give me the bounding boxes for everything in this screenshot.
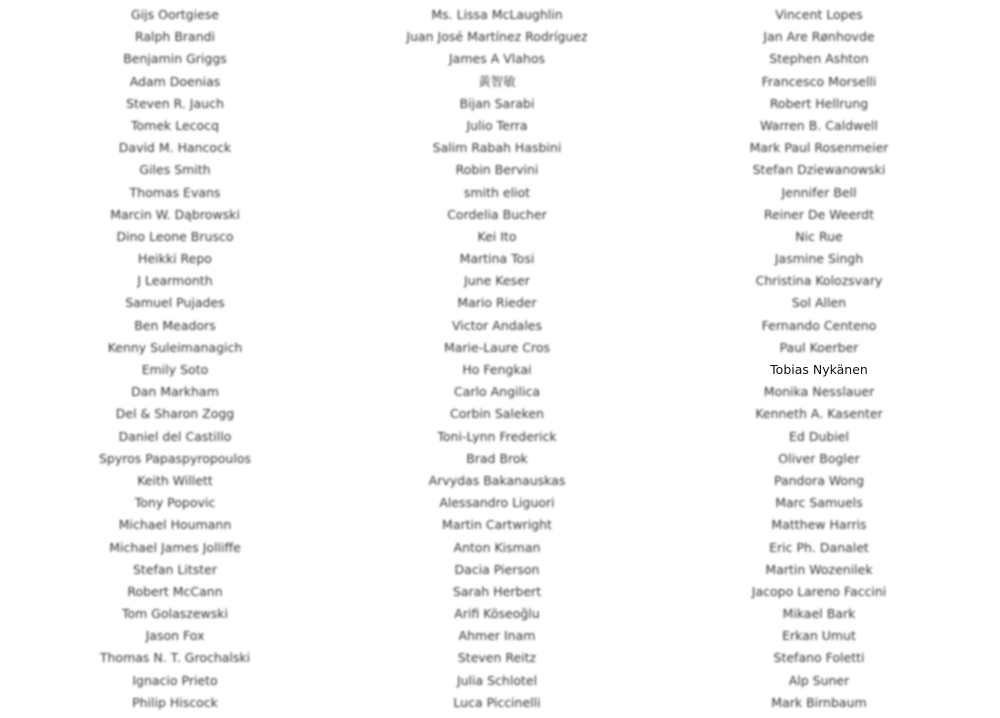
list-item: Oliver Bogler	[778, 450, 860, 466]
list-item: Fernando Centeno	[761, 317, 877, 333]
list-item: Francesco Morselli	[761, 73, 877, 89]
list-item: Ho Fengkai	[462, 362, 532, 377]
list-item: Ahmer Inam	[458, 628, 536, 644]
list-item: Stefano Foletti	[773, 650, 865, 666]
list-item: Adam Doenias	[129, 73, 221, 89]
list-item-focused: Tobias Nykänen	[770, 362, 868, 377]
list-item: Ralph Brandi	[134, 29, 216, 45]
list-item: Tom Golaszewski	[122, 606, 228, 622]
list-item: Cordelia Bucher	[447, 206, 547, 222]
list-item: 黃智敏	[478, 73, 516, 89]
list-item: Kenneth A. Kasenter	[755, 406, 883, 422]
list-item: Thomas Evans	[129, 184, 221, 200]
list-item: Monika Nesslauer	[763, 384, 875, 400]
list-item: Reiner De Weerdt	[763, 206, 875, 222]
list-item: Robert Hellrung	[769, 95, 869, 111]
list-item: Spyros Papaspyropoulos	[99, 450, 251, 466]
list-item: Dacia Pierson	[454, 561, 540, 577]
list-item: Ben Meadors	[134, 317, 216, 333]
list-item: J Learmonth	[137, 273, 213, 289]
list-item: Benjamin Griggs	[123, 51, 227, 67]
list-item: Bijan Sarabi	[459, 95, 535, 111]
list-item: Jason Fox	[145, 628, 205, 644]
list-item: Tomek Lecocq	[130, 117, 219, 133]
list-item: Philip Hiscock	[132, 694, 218, 710]
list-item: Martina Tosi	[459, 251, 535, 267]
list-item: Giles Smith	[139, 162, 211, 178]
list-item: Stefan Dziewanowski	[752, 162, 886, 178]
list-item: Mark Paul Rosenmeier	[749, 140, 889, 156]
list-item: Carlo Angilica	[454, 384, 540, 400]
list-item: Alessandro Liguori	[439, 495, 555, 511]
list-item: Daniel del Castillo	[118, 428, 232, 444]
list-item: Marc Samuels	[775, 495, 863, 511]
list-item: Julia Schlotel	[456, 672, 538, 688]
list-item: June Keser	[464, 273, 530, 289]
list-item: Steven Reitz	[457, 650, 537, 666]
list-item: Luca Piccinelli	[453, 694, 541, 710]
list-item: Jasmine Singh	[774, 251, 864, 267]
list-item: Juan José Martínez Rodríguez	[406, 29, 588, 45]
list-item: Arifi Köseoğlu	[454, 606, 540, 622]
list-item: Mario Rieder	[457, 295, 537, 311]
list-item: Alp Suner	[788, 672, 850, 688]
list-item: Arvydas Bakanauskas	[428, 472, 566, 488]
list-item: Marie-Laure Cros	[443, 339, 551, 355]
names-list	[0, 4, 1000, 716]
list-item: Martin Cartwright	[442, 517, 552, 533]
list-item: Jan Are Rønhovde	[763, 29, 875, 45]
list-item: Matthew Harris	[771, 517, 867, 533]
list-item: Dino Leone Brusco	[116, 228, 234, 244]
list-item: Robert McCann	[127, 583, 223, 599]
list-item: Martin Wozenilek	[765, 561, 873, 577]
list-item: Julio Terra	[466, 117, 528, 133]
list-item: Gijs Oortgiese	[131, 7, 219, 22]
list-item: Thomas N. T. Grochalski	[99, 650, 251, 666]
list-item: Emily Soto	[141, 362, 209, 377]
list-item: Jacopo Lareno Faccini	[751, 583, 887, 599]
names-column-2	[332, 4, 662, 714]
list-item: David M. Hancock	[118, 140, 232, 156]
list-item: Stefan Litster	[132, 561, 218, 577]
list-item: Dan Markham	[131, 384, 219, 400]
list-item: Pandora Wong	[773, 472, 865, 488]
list-item: Michael James Jolliffe	[109, 539, 241, 555]
list-item: Tony Popovic	[134, 495, 216, 511]
list-item: Stephen Ashton	[769, 51, 869, 67]
list-item: Toni-Lynn Frederick	[437, 428, 557, 444]
list-item: Brad Brok	[466, 450, 528, 466]
list-item: Eric Ph. Danalet	[769, 539, 869, 555]
names-column-1	[10, 4, 340, 714]
names-column-3	[654, 4, 984, 714]
list-item: Keith Willett	[137, 472, 213, 488]
list-item: Samuel Pujades	[125, 295, 225, 311]
list-item: Victor Andales	[451, 317, 543, 333]
list-item: Mark Birnbaum	[771, 694, 867, 710]
list-item: Del & Sharon Zogg	[115, 406, 235, 422]
list-item: Sol Allen	[791, 295, 847, 311]
list-item: Corbin Saleken	[450, 406, 544, 422]
list-item: Ms. Lissa McLaughlin	[431, 7, 563, 22]
list-item: Erkan Umut	[782, 628, 856, 644]
list-item: smith eliot	[463, 184, 531, 200]
list-item: Warren B. Caldwell	[760, 117, 878, 133]
list-item: Anton Kisman	[453, 539, 541, 555]
list-item: Mikael Bark	[782, 606, 856, 622]
list-item: Ed Dubiel	[789, 428, 849, 444]
list-item: Vincent Lopes	[775, 7, 863, 22]
list-item: Robin Bervini	[455, 162, 539, 178]
list-item: Heikki Repo	[138, 251, 212, 267]
list-item: Paul Koerber	[779, 339, 859, 355]
list-item: James A Vlahos	[449, 51, 545, 67]
list-item: Michael Houmann	[118, 517, 232, 533]
list-item: Kei Ito	[477, 228, 517, 244]
list-item: Ignacio Prieto	[132, 672, 218, 688]
list-item: Sarah Herbert	[452, 583, 542, 599]
list-item: Salim Rabah Hasbini	[432, 140, 562, 156]
list-item: Steven R. Jauch	[126, 95, 224, 111]
list-item: Marcin W. Dąbrowski	[110, 206, 240, 222]
list-item: Christina Kolozsvary	[755, 273, 883, 289]
list-item: Jennifer Bell	[781, 184, 857, 200]
list-item: Nic Rue	[795, 228, 843, 244]
list-item: Kenny Suleimanagich	[107, 339, 243, 355]
